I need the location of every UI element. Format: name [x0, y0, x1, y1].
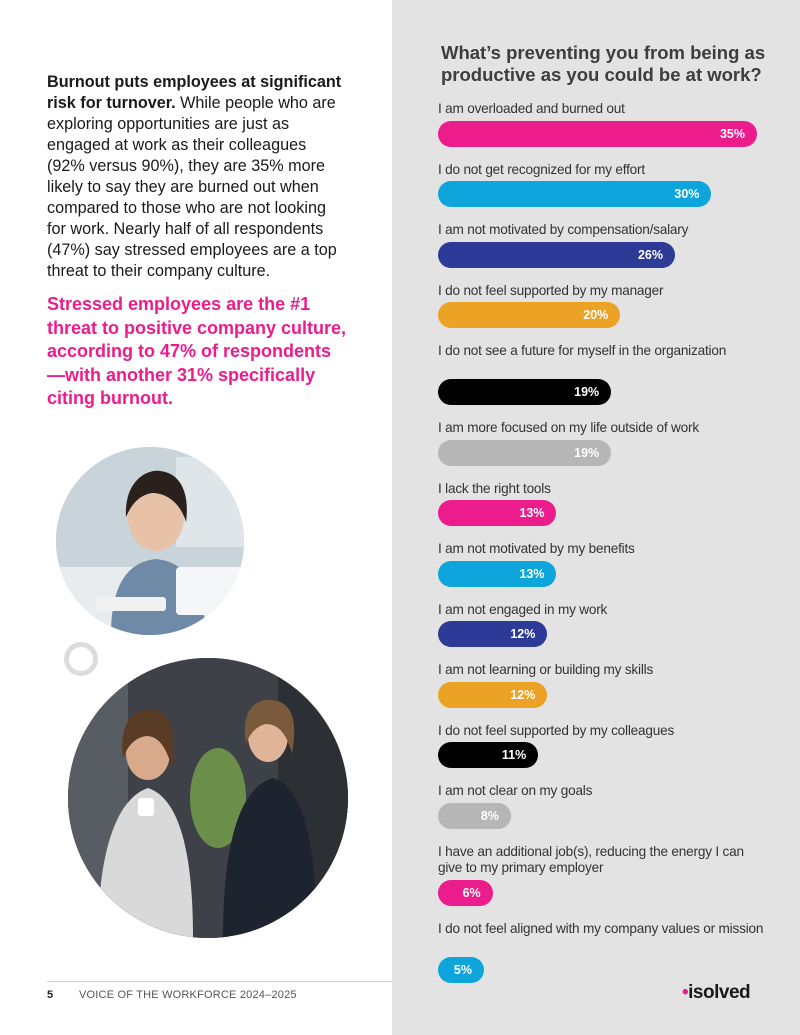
bar: [438, 682, 547, 708]
bar-value-label: 35%: [719, 126, 745, 141]
bar: [438, 621, 547, 647]
bar-value-label: 13%: [519, 506, 545, 520]
chart-title: What’s preventing you from being as productive as you could be at work?: [441, 42, 766, 85]
bar: [438, 957, 484, 983]
bar-value-label: 20%: [583, 308, 609, 322]
bar: [438, 561, 556, 587]
footer-title: VOICE OF THE WORKFORCE 2024–2025: [79, 989, 297, 1001]
bar-value-label: 19%: [574, 385, 600, 399]
bar: [438, 121, 757, 147]
bar-value-label: 6%: [462, 885, 481, 900]
bar-value-label: 12%: [510, 687, 536, 702]
bar: [438, 302, 620, 328]
bar-label: I do not get recognized for my effort: [438, 161, 645, 177]
bar-value-label: 8%: [480, 808, 499, 823]
bar: [438, 379, 611, 405]
bar-label: I am not clear on my goals: [438, 783, 593, 798]
bar: [438, 500, 556, 526]
isolved-logo: [682, 982, 750, 1004]
bar: [438, 440, 611, 466]
bar-label: I do not see a future for myself in the organization: [438, 343, 727, 358]
footer-divider: [47, 981, 392, 982]
bar: [438, 181, 711, 207]
bar-label: I do not feel supported by my colleagues: [438, 722, 675, 738]
bar-label: I am overloaded and burned out: [438, 101, 625, 116]
bar-value-label: 26%: [637, 247, 663, 262]
intro-body: While people who are exploring opportunities are just as engaged at work as their colleagues (92% versus 90%), they are 35% more likely to say they are burned out when compared to those who are not looking for work. Nearly half of all respondents (47%) say stressed employees are a top threat to their company culture.: [47, 94, 337, 280]
bar-label: I have an additional job(s), reducing the energy I can give to my primary employer: [438, 843, 744, 875]
bar-label: I am more focused on my life outside of work: [438, 420, 699, 435]
bar-label: I am not learning or building my skills: [438, 662, 654, 677]
bar-value-label: 19%: [574, 445, 600, 460]
page-number: 5: [47, 989, 54, 1001]
bar: [438, 880, 493, 906]
bar: [438, 742, 538, 768]
bar-label: I am not engaged in my work: [438, 601, 608, 617]
intro-lead: Burnout puts employees at significant risk for turnover.: [47, 73, 342, 112]
logo-mark: •: [682, 982, 689, 1003]
bar-value-label: 12%: [510, 627, 536, 641]
pull-quote: Stressed employees are the #1 threat to positive company culture, according to 47% of respondents—with another 31% specifically citing burnout.: [47, 294, 347, 409]
bar-label: I do not feel aligned with my company values or mission: [438, 920, 764, 936]
logo-text: isolved: [688, 982, 751, 1003]
bar-label: I lack the right tools: [438, 480, 551, 496]
bar-value-label: 30%: [674, 187, 700, 201]
bar-value-label: 13%: [519, 566, 545, 581]
bar: [438, 803, 511, 829]
bar-value-label: 11%: [501, 748, 527, 762]
bar-value-label: 5%: [453, 962, 472, 977]
bar-label: I do not feel supported by my manager: [438, 282, 664, 298]
bar: [438, 242, 675, 268]
bar-label: I am not motivated by my benefits: [438, 541, 635, 556]
bar-label: I am not motivated by compensation/salary: [438, 222, 689, 237]
